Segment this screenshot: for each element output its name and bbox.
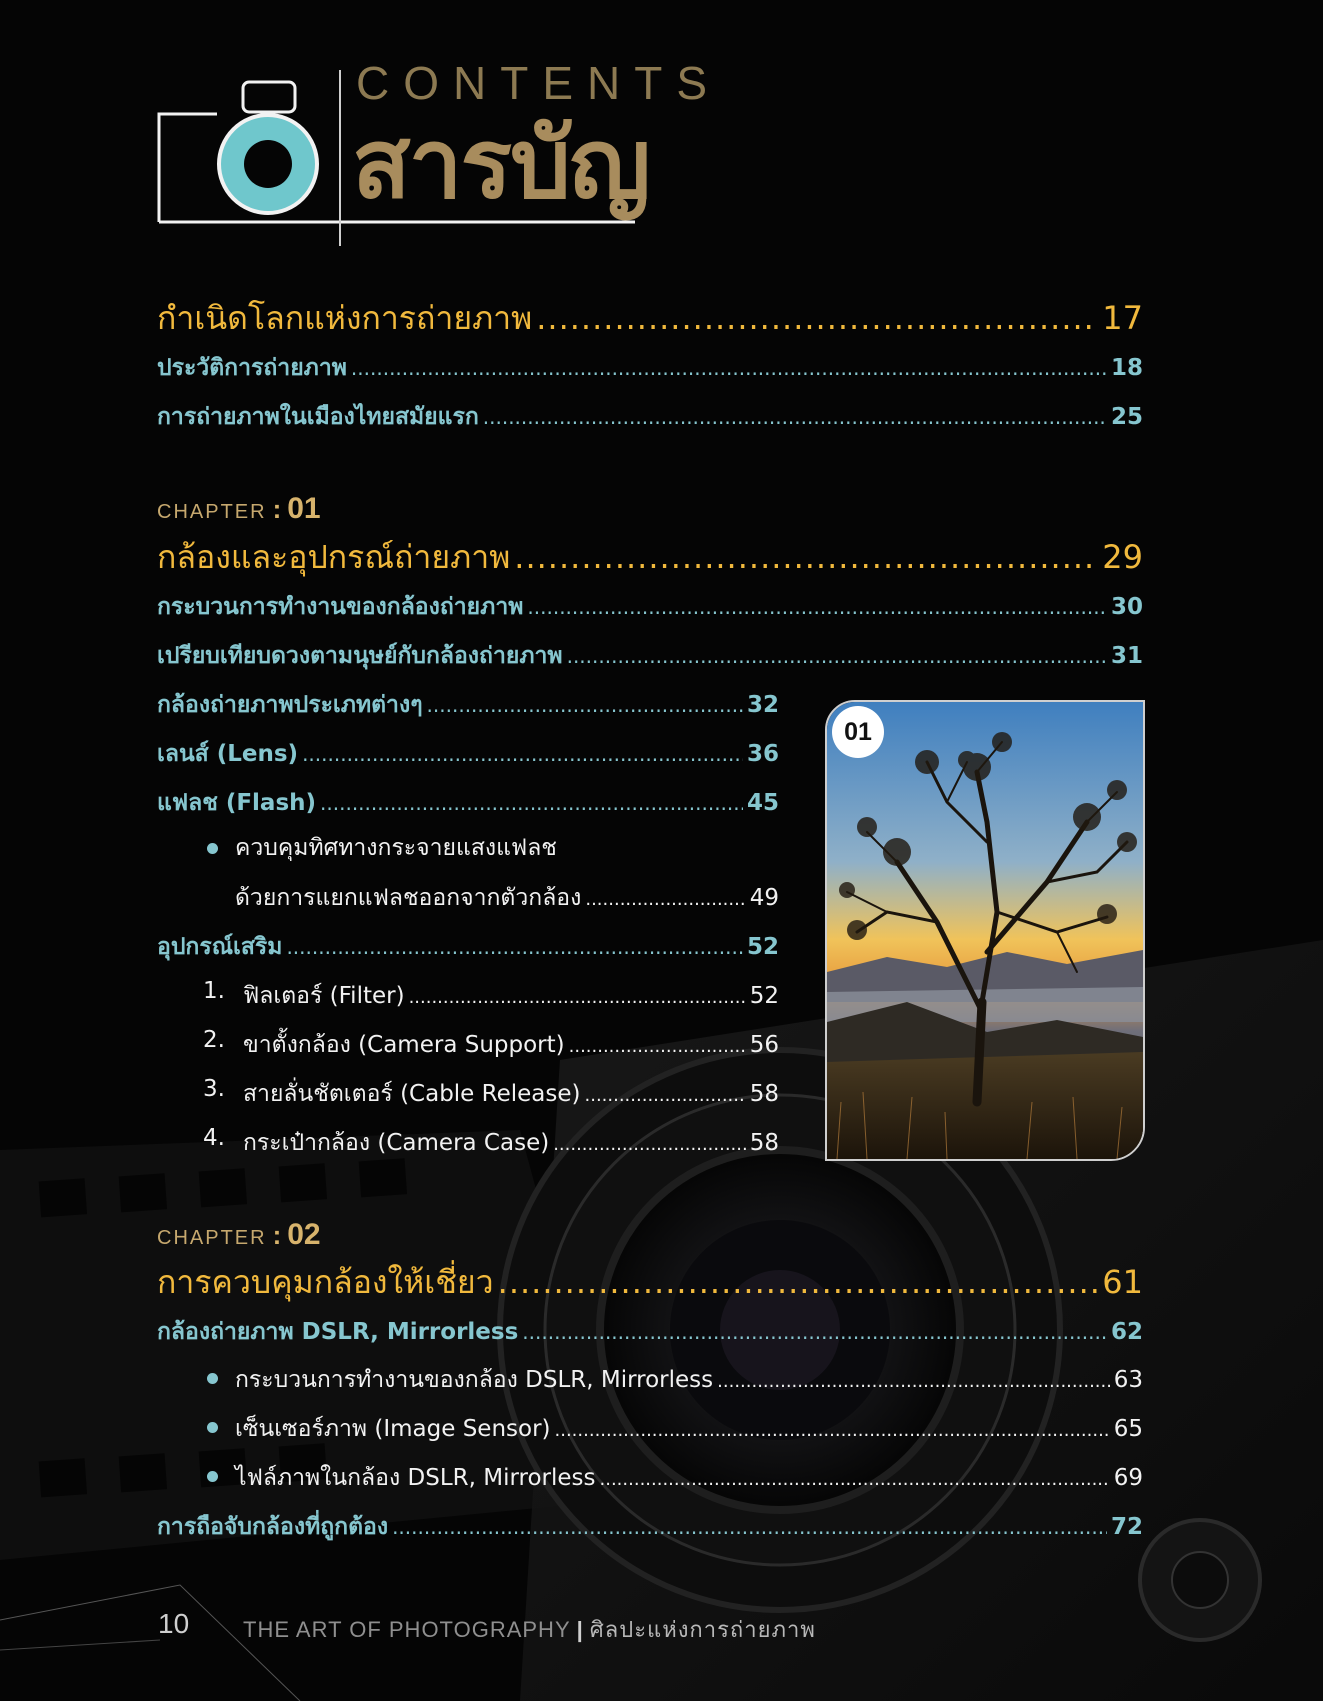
toc-item[interactable]	[157, 785, 779, 821]
toc-item[interactable]	[157, 1314, 1143, 1350]
toc-subitem-title: เซ็นเซอร์ภาพ (Image Sensor)	[235, 1416, 551, 1442]
toc-page-number: 69	[1113, 1465, 1143, 1491]
toc-page-number: 56	[749, 1032, 779, 1058]
leader-dots	[585, 1085, 746, 1106]
bullet-dot	[207, 1471, 218, 1482]
toc-page-number: 72	[1110, 1514, 1143, 1540]
toc-heading-chapter-02[interactable]	[157, 1257, 1143, 1308]
footer-title-english: THE ART OF PHOTOGRAPHY	[243, 1617, 571, 1642]
toc-item-title: กระบวนการทำงานของกล้องถ่ายภาพ	[157, 594, 524, 620]
toc-page-number: 58	[749, 1130, 779, 1156]
toc-subitem-line1[interactable]: ควบคุมทิศทางกระจายแสงแฟลช	[235, 835, 557, 861]
chapter-colon: :	[272, 494, 282, 524]
toc-heading-title: กำเนิดโลกแห่งการถ่ายภาพ	[157, 299, 533, 337]
leader-dots	[286, 935, 743, 959]
toc-item[interactable]	[157, 589, 1143, 625]
leader-dots	[302, 742, 743, 766]
toc-page-number: 45	[746, 790, 779, 816]
toc-item[interactable]	[157, 687, 779, 723]
toc-item-title: การถือจับกล้องที่ถูกต้อง	[157, 1514, 389, 1540]
toc-subitem-title: ฟิลเตอร์ (Filter)	[243, 983, 405, 1009]
toc-page-number: 49	[749, 885, 779, 911]
toc-subitem[interactable]	[235, 1411, 1143, 1447]
bullet-dot	[207, 1422, 218, 1433]
leader-dots	[717, 1371, 1110, 1392]
toc-item[interactable]	[157, 1509, 1143, 1545]
leader-dots	[553, 1134, 746, 1155]
list-number: 2.	[203, 1027, 225, 1053]
toc-page-number: 17	[1102, 299, 1143, 337]
chapter-word: CHAPTER	[157, 501, 267, 523]
list-number: 1.	[203, 978, 225, 1004]
toc-item-title: กล้องถ่ายภาพประเภทต่างๆ	[157, 692, 423, 718]
leader-dots	[498, 1263, 1099, 1301]
toc-subitem[interactable]	[243, 1125, 779, 1161]
leader-dots	[567, 644, 1107, 668]
toc-item[interactable]	[157, 736, 779, 772]
chapter-label-01	[157, 494, 321, 524]
toc-page-number: 65	[1113, 1416, 1143, 1442]
toc-subitem[interactable]	[235, 1460, 1143, 1496]
toc-page-number: 29	[1102, 538, 1143, 576]
chapter-photo-tree-sunset	[825, 700, 1145, 1161]
toc-item-title: เปรียบเทียบดวงตามนุษย์กับกล้องถ่ายภาพ	[157, 643, 563, 669]
footer-title-thai: ศิลปะแห่งการถ่ายภาพ	[589, 1617, 816, 1642]
leader-dots	[536, 299, 1098, 337]
page-title: สารบัญ	[352, 108, 649, 220]
toc-item-title: แฟลช (Flash)	[157, 790, 317, 816]
leader-dots	[585, 889, 745, 910]
toc-page-number: 31	[1110, 643, 1143, 669]
toc-item-title: อุปกรณ์เสริม	[157, 934, 283, 960]
toc-page-number: 18	[1110, 355, 1143, 381]
leader-dots	[351, 356, 1107, 380]
toc-item[interactable]	[157, 350, 1143, 386]
toc-subitem-title: ไฟล์ภาพในกล้อง DSLR, Mirrorless	[235, 1465, 596, 1491]
toc-page-number: 61	[1102, 1263, 1143, 1301]
bullet-dot	[207, 1373, 218, 1384]
list-number: 3.	[203, 1076, 225, 1102]
leader-dots	[427, 693, 743, 717]
photo-badge: 01	[832, 706, 884, 758]
toc-item-title: กล้องถ่ายภาพ DSLR, Mirrorless	[157, 1319, 519, 1345]
toc-subitem[interactable]	[243, 1027, 779, 1063]
toc-heading-intro[interactable]	[157, 293, 1143, 344]
toc-subitem-title: กระบวนการทำงานของกล้อง DSLR, Mirrorless	[235, 1367, 714, 1393]
contents-eyebrow: CONTENTS	[356, 57, 721, 109]
leader-dots	[600, 1469, 1110, 1490]
toc-page-number: 25	[1110, 404, 1143, 430]
toc-page-number: 30	[1110, 594, 1143, 620]
leader-dots	[555, 1420, 1110, 1441]
toc-page-number: 32	[746, 692, 779, 718]
leader-dots	[320, 791, 743, 815]
toc-page-number: 52	[749, 983, 779, 1009]
leader-dots	[392, 1515, 1107, 1539]
chapter-label-02	[157, 1220, 321, 1250]
toc-subitem-title: กระเป๋ากล้อง (Camera Case)	[243, 1130, 550, 1156]
toc-page-number: 36	[746, 741, 779, 767]
toc-item[interactable]	[157, 638, 1143, 674]
toc-heading-title: กล้องและอุปกรณ์ถ่ายภาพ	[157, 538, 511, 576]
toc-subitem-title: ขาตั้งกล้อง (Camera Support)	[243, 1032, 565, 1058]
toc-page-number: 63	[1113, 1367, 1143, 1393]
toc-subitem[interactable]	[235, 880, 779, 916]
toc-page-number: 58	[749, 1081, 779, 1107]
header-divider	[339, 70, 341, 246]
toc-item-title: ประวัติการถ่ายภาพ	[157, 355, 347, 381]
chapter-number: 02	[287, 1218, 321, 1251]
toc-subitem[interactable]	[243, 978, 779, 1014]
footer-page-number: 10	[158, 1608, 190, 1639]
leader-dots	[522, 1320, 1107, 1344]
bullet-dot	[207, 843, 218, 854]
leader-dots	[527, 595, 1107, 619]
toc-page-number: 62	[1110, 1319, 1143, 1345]
toc-item-title: เลนส์ (Lens)	[157, 741, 299, 767]
chapter-word: CHAPTER	[157, 1227, 267, 1249]
chapter-number: 01	[287, 492, 321, 525]
toc-item-title: การถ่ายภาพในเมืองไทยสมัยแรก	[157, 404, 479, 430]
leader-dots	[514, 538, 1098, 576]
toc-heading-chapter-01[interactable]	[157, 532, 1143, 583]
footer-separator: |	[576, 1617, 584, 1642]
leader-dots	[569, 1036, 746, 1057]
toc-page-number: 52	[746, 934, 779, 960]
leader-dots	[409, 987, 746, 1008]
toc-item[interactable]	[157, 929, 779, 965]
toc-subitem[interactable]	[235, 1362, 1143, 1398]
toc-item[interactable]	[157, 399, 1143, 435]
toc-subitem[interactable]	[243, 1076, 779, 1112]
toc-subitem-title: สายลั่นชัตเตอร์ (Cable Release)	[243, 1081, 581, 1107]
chapter-colon: :	[272, 1220, 282, 1250]
toc-subitem-title: ด้วยการแยกแฟลชออกจากตัวกล้อง	[235, 885, 582, 911]
list-number: 4.	[203, 1125, 225, 1151]
footer-book-title	[243, 1612, 816, 1647]
toc-heading-title: การควบคุมกล้องให้เชี่ยว	[157, 1263, 494, 1301]
leader-dots	[483, 405, 1107, 429]
